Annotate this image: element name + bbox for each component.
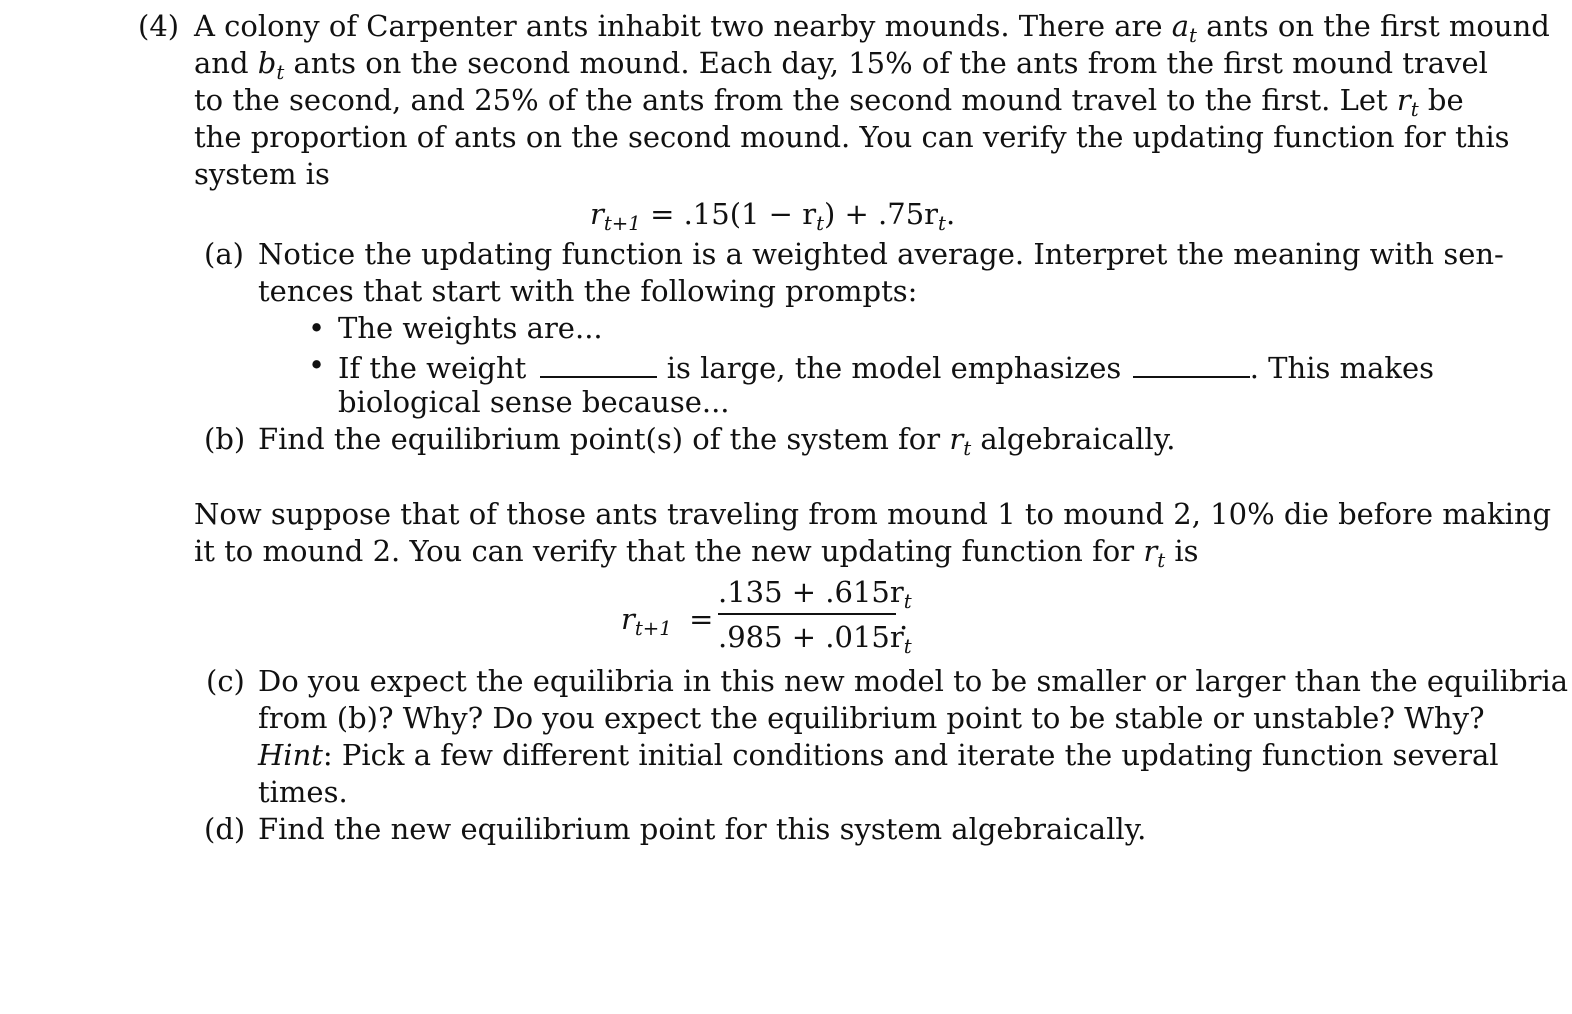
part-d-label: (d): [204, 812, 246, 846]
var-b: $b_t$: [257, 46, 285, 84]
intro-line-5: system is: [194, 157, 330, 191]
eq2-numerator: $.135 + .615r_t$: [718, 575, 912, 613]
answer-blank-2: [1133, 351, 1249, 378]
bullet-icon: •: [308, 348, 326, 382]
bullet-1-text: The weights are...: [338, 311, 603, 345]
eq2-lhs: $r_{t+1}$ =: [621, 602, 714, 640]
fraction-bar: [718, 613, 896, 615]
eq2-fraction: [718, 575, 912, 658]
bullet-icon: •: [308, 311, 326, 345]
eq2-period: .: [899, 602, 909, 636]
part-b-label: (b): [204, 422, 246, 456]
bullet-2-text: If the weight is large, the model emphasizes . This makes: [338, 350, 1434, 385]
part-b-text: Find the equilibrium point(s) of the system for $r_t$ algebraically.: [258, 422, 1176, 460]
eq2-denominator: $.985 + .015r_t$: [718, 620, 912, 658]
var-a: $a_t$: [1171, 9, 1197, 47]
transition-line-1: Now suppose that of those ants traveling from mound 1 to mound 2, 10% die before making: [194, 497, 1552, 531]
part-a-label: (a): [204, 237, 244, 271]
part-c-line-1: Do you expect the equilibria in this new model to be smaller or larger than the equilibria: [258, 664, 1569, 698]
part-c-label: (c): [206, 664, 245, 698]
intro-line-4: the proportion of ants on the second mound. You can verify the updating function for this: [194, 120, 1510, 154]
part-c-line-2: from (b)? Why? Do you expect the equilibrium point to be stable or unstable? Why?: [258, 701, 1485, 735]
answer-blank-1: [540, 351, 656, 378]
var-r: $r_t$: [1396, 83, 1419, 121]
updating-equation-1: $r_{t+1} = .15(1 - r_t) + .75r_t$.: [590, 197, 956, 235]
part-a-line-1: Notice the updating function is a weighted average. Interpret the meaning with sen-: [258, 237, 1504, 271]
intro-line-1: A colony of Carpenter ants inhabit two nearby mounds. There are $a_t$ ants on the first mound: [194, 9, 1550, 47]
transition-line-2: it to mound 2. You can verify that the new updating function for $r_t$ is: [194, 534, 1199, 572]
part-d-text: Find the new equilibrium point for this system algebraically.: [258, 812, 1147, 846]
bullet-2-continuation: biological sense because...: [338, 385, 730, 419]
part-c-line-3: Hint: Pick a few different initial conditions and iterate the updating function several: [258, 738, 1499, 772]
hint-label: Hint: [258, 738, 323, 772]
part-c-line-4: times.: [258, 775, 348, 809]
problem-number: (4): [138, 9, 180, 43]
part-a-line-2: tences that start with the following prompts:: [258, 274, 918, 308]
intro-line-2: and $b_t$ ants on the second mound. Each day, 15% of the ants from the first mound travel: [194, 46, 1488, 84]
intro-line-3: to the second, and 25% of the ants from the second mound travel to the first. Let $r_t$ be: [194, 83, 1464, 121]
